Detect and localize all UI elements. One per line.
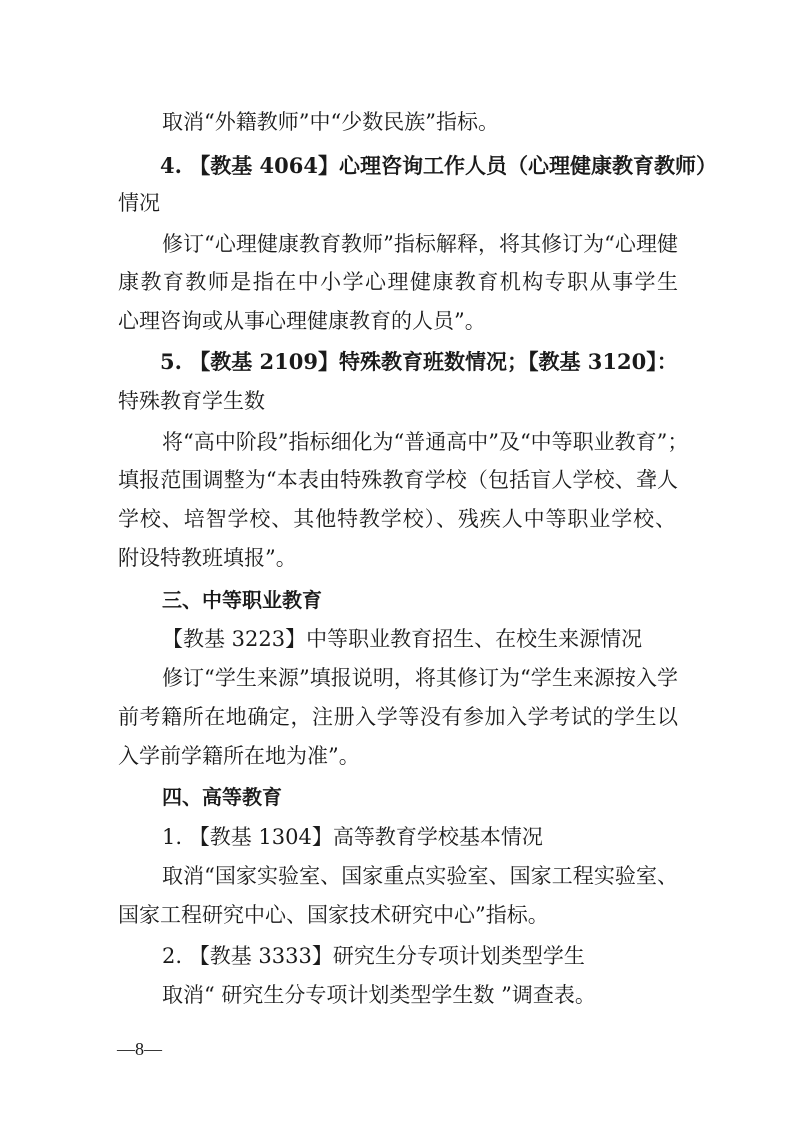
item-heading-2109-cont: 特殊教育学生数	[118, 389, 265, 413]
item-heading-3333: 2. 【教基 3333】研究生分专项计划类型学生	[162, 944, 585, 968]
paragraph-line: 康教育教师是指在中小学心理健康教育机构专职从事学生	[118, 270, 678, 294]
page-number: —8—	[117, 1039, 162, 1059]
paragraph-line: 修订“学生来源”填报说明，将其修订为“学生来源按入学	[162, 666, 678, 690]
paragraph-line: 入学前学籍所在地为准”。	[118, 744, 360, 768]
item-heading-1304: 1. 【教基 1304】高等教育学校基本情况	[162, 825, 543, 849]
section-heading-vocational: 三、中等职业教育	[162, 588, 322, 612]
item-heading-2109-3120: 5. 【教基 2109】特殊教育班数情况；【教基 3120】：	[160, 349, 678, 374]
paragraph-line: 修订“心理健康教育教师”指标解释，将其修订为“心理健	[162, 232, 678, 256]
paragraph-line: 前考籍所在地确定，注册入学等没有参加入学考试的学生以	[118, 705, 678, 729]
paragraph-line: 填报范围调整为“本表由特殊教育学校（包括盲人学校、聋人	[118, 468, 678, 492]
section-heading-higher-education: 四、高等教育	[162, 785, 282, 809]
paragraph-line: 附设特教班填报”。	[118, 546, 297, 570]
paragraph-line: 取消“国家实验室、国家重点实验室、国家工程实验室、	[162, 864, 678, 888]
item-heading-4064: 4. 【教基 4064】心理咨询工作人员（心理健康教育教师）	[160, 153, 717, 178]
paragraph-line: 取消“ 研究生分专项计划类型学生数 ”调查表。	[162, 983, 596, 1007]
item-heading-3223: 【教基 3223】中等职业教育招生、在校生来源情况	[162, 627, 643, 651]
item-heading-4064-cont: 情况	[118, 191, 160, 215]
paragraph-line: 取消“外籍教师”中“少数民族”指标。	[162, 110, 499, 134]
paragraph-line: 将“高中阶段”指标细化为“普通高中”及“中等职业教育”；	[162, 430, 689, 454]
paragraph-line: 学校、培智学校、其他特教学校）、残疾人中等职业学校、	[118, 507, 676, 531]
paragraph-line: 国家工程研究中心、国家技术研究中心”指标。	[118, 903, 549, 927]
paragraph-line: 心理咨询或从事心理健康教育的人员”。	[118, 309, 486, 333]
